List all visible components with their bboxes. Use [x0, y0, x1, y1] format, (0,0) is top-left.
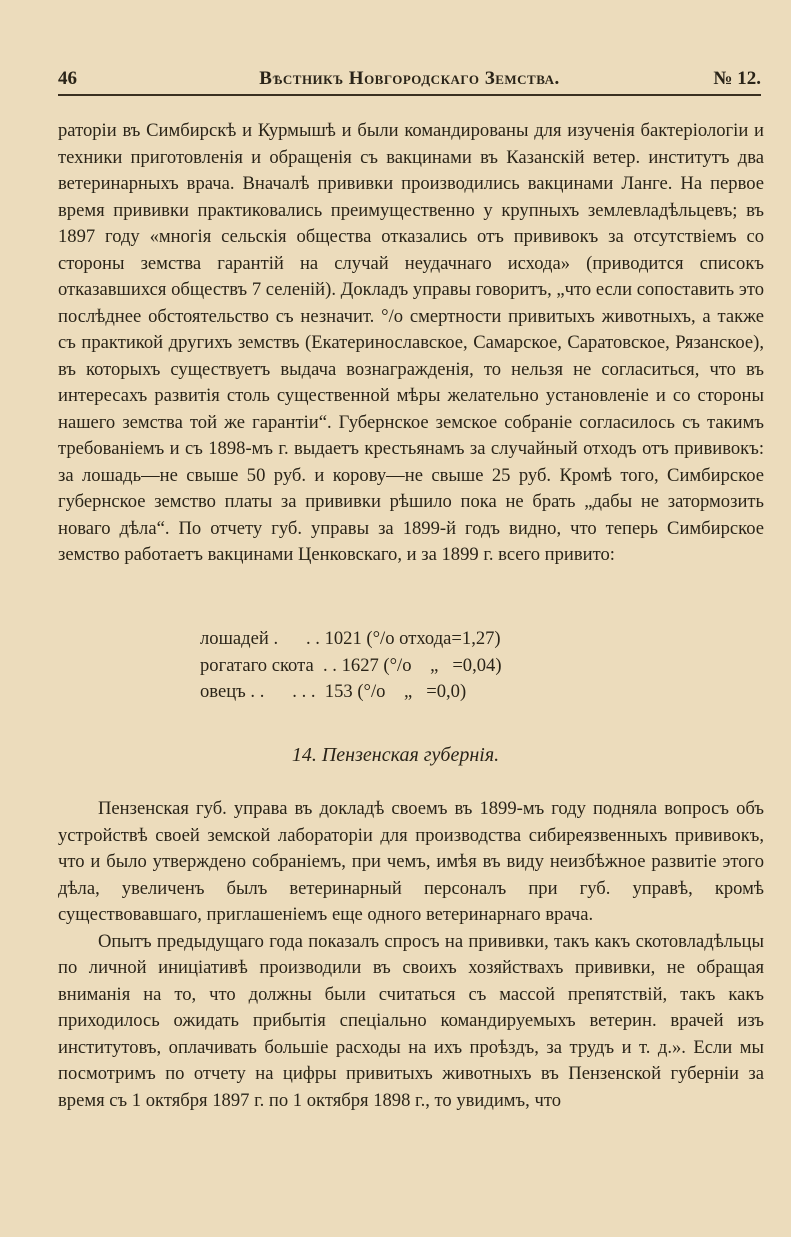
- section-heading: 14. Пензенская губернія.: [291, 744, 500, 766]
- paragraph-text: раторіи въ Симбирскѣ и Курмышѣ и были командированы для изученія бактеріологіи и техники приготовленія и обращенія съ вакцинами въ Казанскій ветер. институтъ два ветеринарныхъ врача. Вначалѣ прививки производились вакцинами Ланге. На первое время прививки практиковались преимущественно у крупныхъ землевладѣльцевъ; въ 1897 году «многія сельскія общества отказались отъ прививокъ за отсутствіемъ со стороны земства гарантій на случай неудачнаго исхода» (приводится списокъ отказавшихся обществъ 7 селеній). Докладъ управы говоритъ, „что если сопоставить это послѣднее обстоятельство съ незначит. °/o смертности привитыхъ животныхъ, а также съ практикой другихъ земствъ (Екатеринославское, Самарское, Саратовское, Рязанское), въ которыхъ существуетъ выдача вознагражденія, то нельзя не согласиться, что въ интересахъ развитія столь существенной мѣры желательно установленіе и со стороны нашего земства той же гарантіи“. Губернское земское собраніе согласилось съ такимъ требованіемъ и съ 1898-мъ г. выдаетъ крестьянамъ за случайный отходъ отъ прививокъ: за лошадь—не свыше 50 руб. и корову—не свыше 25 руб. Кромѣ того, Симбирское губернское земство платы за прививки рѣшило пока не брать „дабы не затормозить новаго дѣла“. По отчету губ. управы за 1899-й годъ видно, что теперь Симбирское земство работаетъ вакцинами Ценковскаго, и за 1899 г. всего привито:: [58, 120, 764, 565]
- paragraph-text: Пензенская губ. управа въ докладѣ своемъ въ 1899-мъ году подняла вопросъ объ устройствѣ своей земской лабораторіи для производства сибиреязвенныхъ прививокъ, что и было утверждено собраніемъ, при чемъ, имѣя въ виду неизбѣжное развитіе этого дѣла, увеличенъ былъ ветеринарный персоналъ при губ. управѣ, кромѣ существовавшаго, приглашеніемъ еще одного ветеринарнаго врача.: [58, 798, 764, 925]
- issue-number: № 12.: [713, 68, 761, 89]
- body-paragraph-1: [58, 118, 764, 569]
- stat-row-sheep: овецъ . . . . . 153 (°/o „ =0,0): [200, 681, 467, 702]
- journal-title: Вѣстникъ Новгородскаго Земства.: [259, 68, 560, 89]
- vaccination-stats: [200, 626, 502, 706]
- paragraph-text: Опытъ предыдущаго года показалъ спросъ на прививки, такъ какъ скотовладѣльцы по личной иниціативѣ производили въ своихъ хозяйствахъ прививки, не обращая вниманія на то, что должны были считаться съ массой препятствій, такъ какъ приходилось ожидать прибытія спеціально командируемыхъ ветерин. врачей изъ институтовъ, оплачивать большіе расходы на ихъ проѣздъ, за трудъ и т. д.». Если мы посмотримъ по отчету на цифры привитыхъ животныхъ въ Пензенской губерніи за время съ 1 октября 1897 г. по 1 октября 1898 г., то увидимъ, что: [58, 930, 764, 1111]
- stat-row-horses: лошадей . . . 1021 (°/o отхода=1,27): [200, 628, 501, 649]
- page-number: 46: [58, 68, 77, 89]
- running-header: [58, 68, 761, 96]
- stat-row-cattle: рогатаго скота . . 1627 (°/o „ =0,04): [200, 654, 502, 676]
- body-paragraphs-2: [58, 796, 764, 1114]
